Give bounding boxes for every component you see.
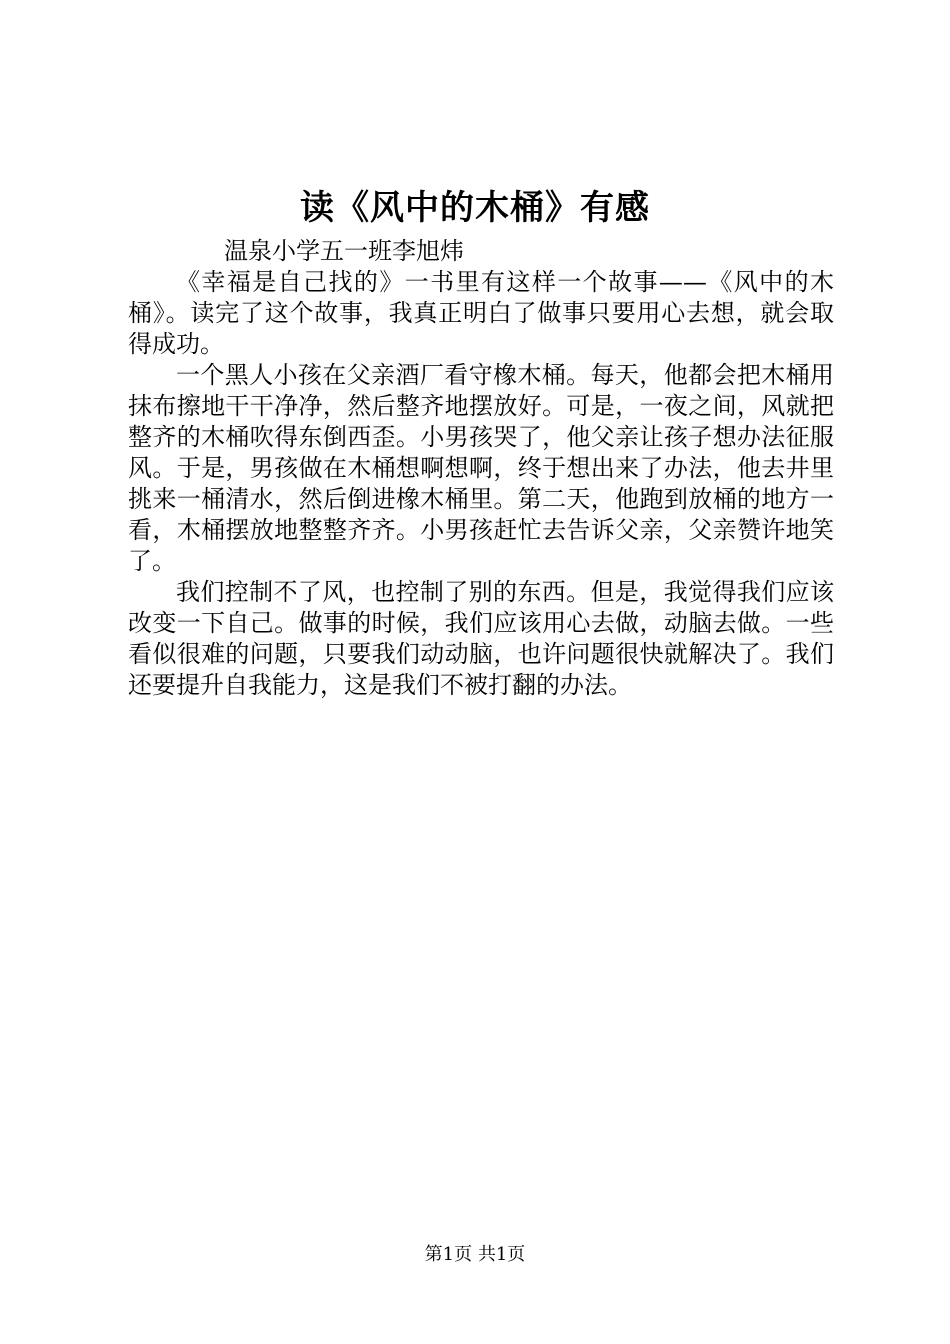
author-line: 温泉小学五一班李旭炜 bbox=[224, 237, 464, 265]
page-footer: 第1页 共1页 bbox=[424, 1244, 526, 1265]
document-title: 读《风中的木桶》有感 bbox=[300, 188, 650, 228]
paragraph: 我们控制不了风，也控制了别的东西。但是，我觉得我们应该改变一下自己。做事的时候，我们应该用心去做，动脑去做。一些看似很难的问题，只要我们动动脑，也许问题很快就解决了。我们还要提升自我能力，这是我们不被打翻的办法。 bbox=[128, 578, 834, 699]
paragraph: 一个黑人小孩在父亲酒厂看守橡木桶。每天，他都会把木桶用抹布擦地干干净净，然后整齐地摆放好。可是，一夜之间，风就把整齐的木桶吹得东倒西歪。小男孩哭了，他父亲让孩子想办法征服风。于是，男孩做在木桶想啊想啊，终于想出来了办法，他去井里挑来一桶清水，然后倒进橡木桶里。第二天，他跑到放桶的地方一看，木桶摆放地整整齐齐。小男孩赶忙去告诉父亲，父亲赞许地笑了。 bbox=[128, 361, 834, 575]
paragraph: 《幸福是自己找的》一书里有这样一个故事——《风中的木桶》。读完了这个故事，我真正明白了做事只要用心去想，就会取得成功。 bbox=[128, 268, 834, 358]
document-body bbox=[128, 236, 834, 701]
